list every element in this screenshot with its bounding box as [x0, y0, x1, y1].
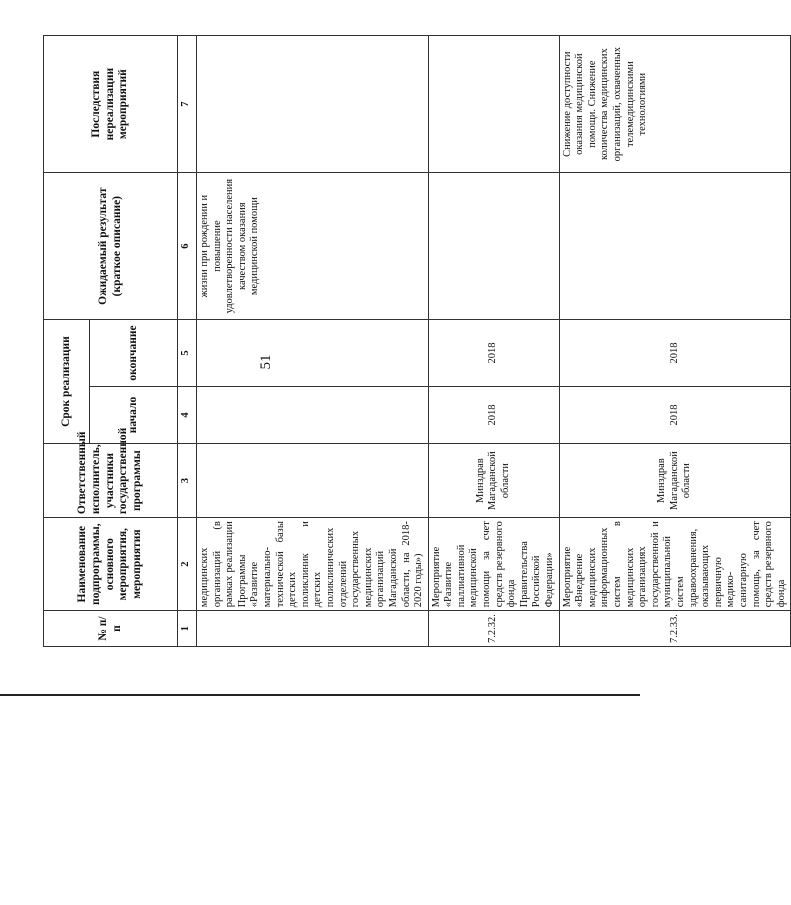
expected-result: жизни при рождении и повышение удовлетворенности населения качеством оказания медицинской помощи [197, 173, 429, 320]
responsible: Минздрав Магаданской области [559, 444, 791, 518]
header-start: начало [90, 386, 178, 443]
col-number: 2 [178, 518, 197, 611]
table-row [428, 36, 559, 647]
column-number-row [178, 36, 197, 647]
program-measures-table [43, 35, 791, 647]
end-year [197, 320, 429, 387]
header-period: Срок реализации [44, 320, 90, 444]
col-number: 6 [178, 173, 197, 320]
col-number: 5 [178, 320, 197, 387]
header-result: Ожидаемый результат (краткое описание) [44, 173, 178, 320]
col-number: 4 [178, 386, 197, 443]
col-number: 1 [178, 611, 197, 647]
responsible-cell [197, 444, 429, 518]
consequence [197, 36, 429, 173]
bottom-rule [0, 694, 640, 696]
expected-result [428, 173, 559, 320]
page-number: 51 [258, 354, 274, 370]
end-year: 2018 [559, 320, 791, 387]
table-row [197, 36, 429, 647]
header-responsible: Ответственный исполнитель, участники государственной программы [44, 444, 178, 518]
start-year: 2018 [559, 386, 791, 443]
col-number: 7 [178, 36, 197, 173]
consequence [428, 36, 559, 173]
table-row [559, 36, 791, 647]
col-number: 3 [178, 444, 197, 518]
rotated-page-content [43, 35, 787, 647]
start-year [197, 386, 429, 443]
header-num: № п/п [44, 611, 178, 647]
expected-result [559, 173, 791, 320]
measure-name: медицинских организаций (в рамках реализации Программы «Развитие материально-технической базы детских поликлиник и детских поликлинических отделений государственных медицинских организаций Магаданской области, на 2018-2020 годы») [197, 518, 429, 611]
end-year: 2018 [428, 320, 559, 387]
header-name: Наименование подпрограммы, основного мероприятия, мероприятия [44, 518, 178, 611]
row-number: 7.2.32. [428, 611, 559, 647]
consequence: Снижение доступности оказания медицинской помощи. Снижение количества медицинских организаций, охваченных телемедицинскими технологиями [559, 36, 791, 173]
header-consequence: Последствия нереализации мероприятий [44, 36, 178, 173]
measure-name: Мероприятие «Внедрение медицинских информационных систем в медицинских организациях государственной и муниципальной систем здравоохранения, оказывающих первичную медико-санитарную помощь, за счет средств резервного фонда [559, 518, 791, 611]
responsible: Минздрав Магаданской области [428, 444, 559, 518]
row-number: 7.2.33. [559, 611, 791, 647]
row-number [197, 611, 429, 647]
measure-name: Мероприятие «Развитие паллиативной медицинской помощи за счет средств резервного фонда Правительства Российской Федерации» [428, 518, 559, 611]
header-end: окончание [90, 320, 178, 387]
start-year: 2018 [428, 386, 559, 443]
